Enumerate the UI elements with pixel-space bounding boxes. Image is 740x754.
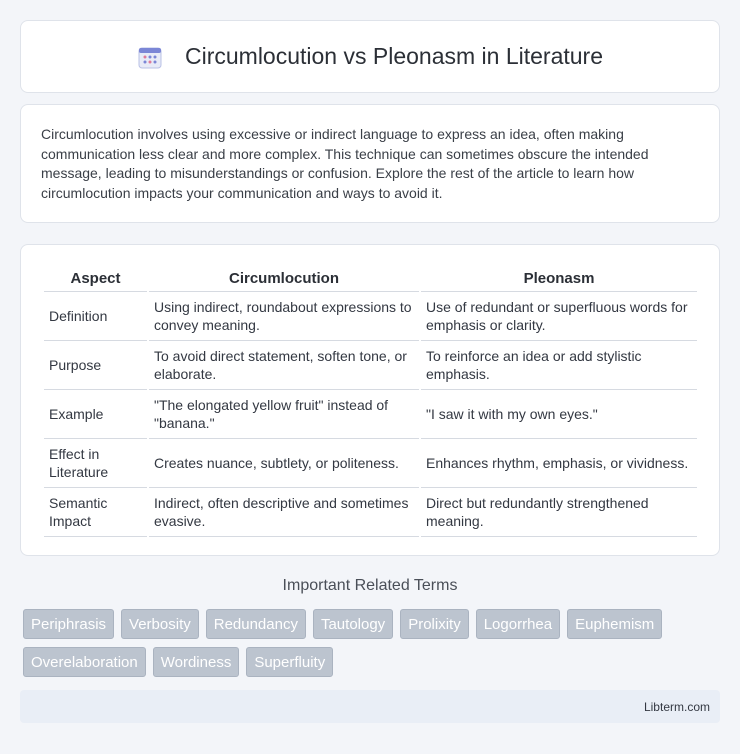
comparison-table-card — [20, 244, 720, 556]
header-aspect: Aspect — [44, 265, 147, 292]
cell-circumlocution: Creates nuance, subtlety, or politeness. — [149, 439, 419, 488]
tag-euphemism[interactable]: Euphemism — [567, 609, 662, 639]
cell-circumlocution: Indirect, often descriptive and sometimes evasive. — [149, 488, 419, 537]
tag-wordiness[interactable]: Wordiness — [153, 647, 240, 677]
calendar-grid-icon — [137, 44, 163, 70]
cell-aspect: Effect in Literature — [44, 439, 147, 488]
related-terms-list — [23, 609, 703, 677]
table-row — [44, 488, 697, 537]
cell-aspect: Example — [44, 390, 147, 439]
header-circumlocution: Circumlocution — [149, 265, 419, 292]
tag-verbosity[interactable]: Verbosity — [121, 609, 199, 639]
cell-pleonasm: Use of redundant or superfluous words for emphasis or clarity. — [421, 292, 697, 341]
cell-pleonasm: "I saw it with my own eyes." — [421, 390, 697, 439]
tag-redundancy[interactable]: Redundancy — [206, 609, 306, 639]
cell-circumlocution: To avoid direct statement, soften tone, or elaborate. — [149, 341, 419, 390]
cell-pleonasm: Enhances rhythm, emphasis, or vividness. — [421, 439, 697, 488]
tag-tautology[interactable]: Tautology — [313, 609, 393, 639]
tag-periphrasis[interactable]: Periphrasis — [23, 609, 114, 639]
cell-circumlocution: "The elongated yellow fruit" instead of "banana." — [149, 390, 419, 439]
cell-circumlocution: Using indirect, roundabout expressions to convey meaning. — [149, 292, 419, 341]
tag-prolixity[interactable]: Prolixity — [400, 609, 469, 639]
table-row — [44, 292, 697, 341]
page-title: Circumlocution vs Pleonasm in Literature — [184, 43, 603, 69]
header-card — [20, 20, 720, 93]
footer — [20, 690, 720, 723]
cell-pleonasm: Direct but redundantly strengthened meaning. — [421, 488, 697, 537]
comparison-table — [42, 265, 699, 537]
cell-aspect: Purpose — [44, 341, 147, 390]
table-row — [44, 439, 697, 488]
header-pleonasm: Pleonasm — [421, 265, 697, 292]
tag-superfluity[interactable]: Superfluity — [246, 647, 333, 677]
table-row — [44, 341, 697, 390]
table-row — [44, 390, 697, 439]
intro-text: Circumlocution involves using excessive or indirect language to express an idea, often making communication less clear and more complex. This technique can sometimes obscure the intended message, leading to misunderstandings or confusion. Explore the rest of the article to learn how circumlocution impacts your communication and ways to avoid it. — [41, 126, 649, 201]
cell-aspect: Definition — [44, 292, 147, 341]
cell-aspect: Semantic Impact — [44, 488, 147, 537]
intro-card — [20, 104, 720, 223]
tag-logorrhea[interactable]: Logorrhea — [476, 609, 560, 639]
related-terms-title: Important Related Terms — [282, 577, 458, 594]
cell-pleonasm: To reinforce an idea or add stylistic emphasis. — [421, 341, 697, 390]
tag-overelaboration[interactable]: Overelaboration — [23, 647, 146, 677]
footer-site-link[interactable]: Libterm.com — [643, 699, 710, 714]
table-header-row — [44, 265, 697, 292]
